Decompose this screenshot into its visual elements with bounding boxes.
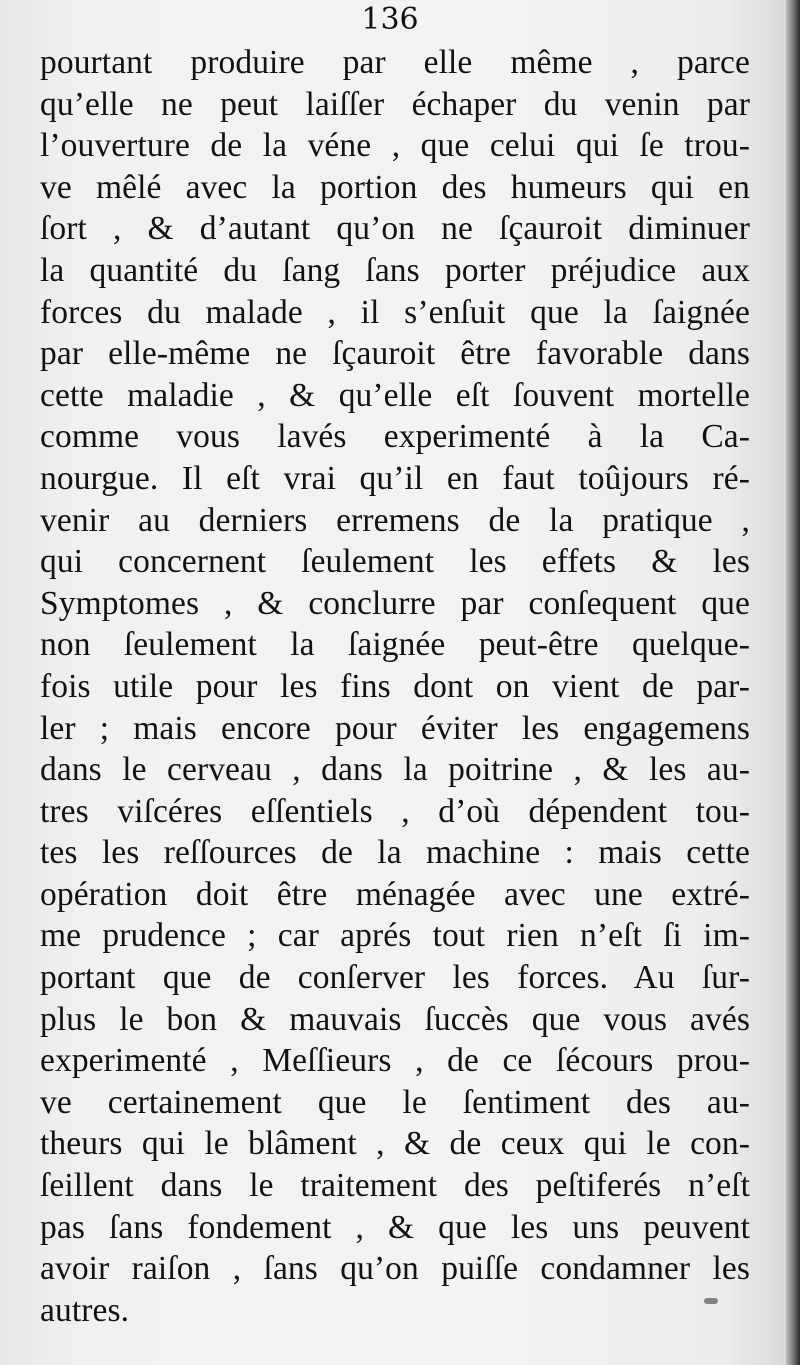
text-line: tes les reſſources de la machine : mais cette (40, 834, 750, 872)
text-line: nourgue. Il eſt vrai qu’il en faut toûjours ré- (40, 459, 750, 497)
text-line: fois utile pour les fins dont on vient de par- (40, 667, 750, 705)
text-line: plus le bon & mauvais ſuccès que vous avés (40, 1000, 750, 1038)
book-gutter (786, 0, 800, 1365)
text-line: la quantité du ſang ſans porter préjudice aux (40, 251, 750, 289)
text-line: ſort , & d’autant qu’on ne ſçauroit diminuer (40, 210, 750, 248)
text-line: qui concernent ſeulement les effets & les (40, 543, 750, 581)
body-text (40, 42, 750, 1331)
text-line: par elle-même ne ſçauroit être favorable dans (40, 335, 750, 373)
text-line: cette maladie , & qu’elle eſt ſouvent mortelle (40, 376, 750, 414)
text-line: experimenté , Meſſieurs , de ce ſécours prou- (40, 1042, 750, 1080)
page-number: 136 (361, 2, 419, 37)
text-line: pourtant produire par elle même , parce (40, 44, 750, 81)
text-line: non ſeulement la ſaignée peut-être quelque- (40, 626, 750, 664)
text-line: pas ſans fondement , & que les uns peuvent (40, 1208, 750, 1246)
text-line: dans le cerveau , dans la poitrine , & les au- (40, 751, 750, 789)
text-line: ve mêlé avec la portion des humeurs qui en (40, 168, 750, 206)
text-line: theurs qui le blâment , & de ceux qui le con- (40, 1125, 750, 1163)
text-line: ſeillent dans le traitement des peſtiferés n’eſt (40, 1167, 750, 1205)
text-line: portant que de conſerver les forces. Au ſur- (40, 959, 750, 997)
text-line: ler ; mais encore pour éviter les engagemens (40, 709, 750, 747)
text-line: l’ouverture de la véne , que celui qui ſe trou- (40, 127, 750, 165)
text-line: Symptomes , & conclurre par conſequent que (40, 584, 750, 622)
text-line: avoir raiſon , ſans qu’on puiſſe condamner les (40, 1250, 750, 1288)
text-line-final: autres. (40, 1291, 130, 1329)
text-line: forces du malade , il s’enſuit que la ſaignée (40, 293, 750, 331)
text-line: qu’elle ne peut laiſſer échaper du venin par (40, 85, 750, 123)
text-line: tres viſcéres eſſentiels , d’où dépendent tou- (40, 792, 750, 830)
text-line: comme vous lavés experimenté à la Ca- (40, 418, 750, 456)
ink-mark (704, 1298, 718, 1304)
text-line: ve certainement que le ſentiment des au- (40, 1083, 750, 1121)
text-line: venir au derniers erremens de la pratique , (40, 501, 750, 539)
text-line: opération doit être ménagée avec une extré- (40, 875, 750, 913)
text-line: me prudence ; car aprés tout rien n’eſt ſi im- (40, 917, 750, 955)
